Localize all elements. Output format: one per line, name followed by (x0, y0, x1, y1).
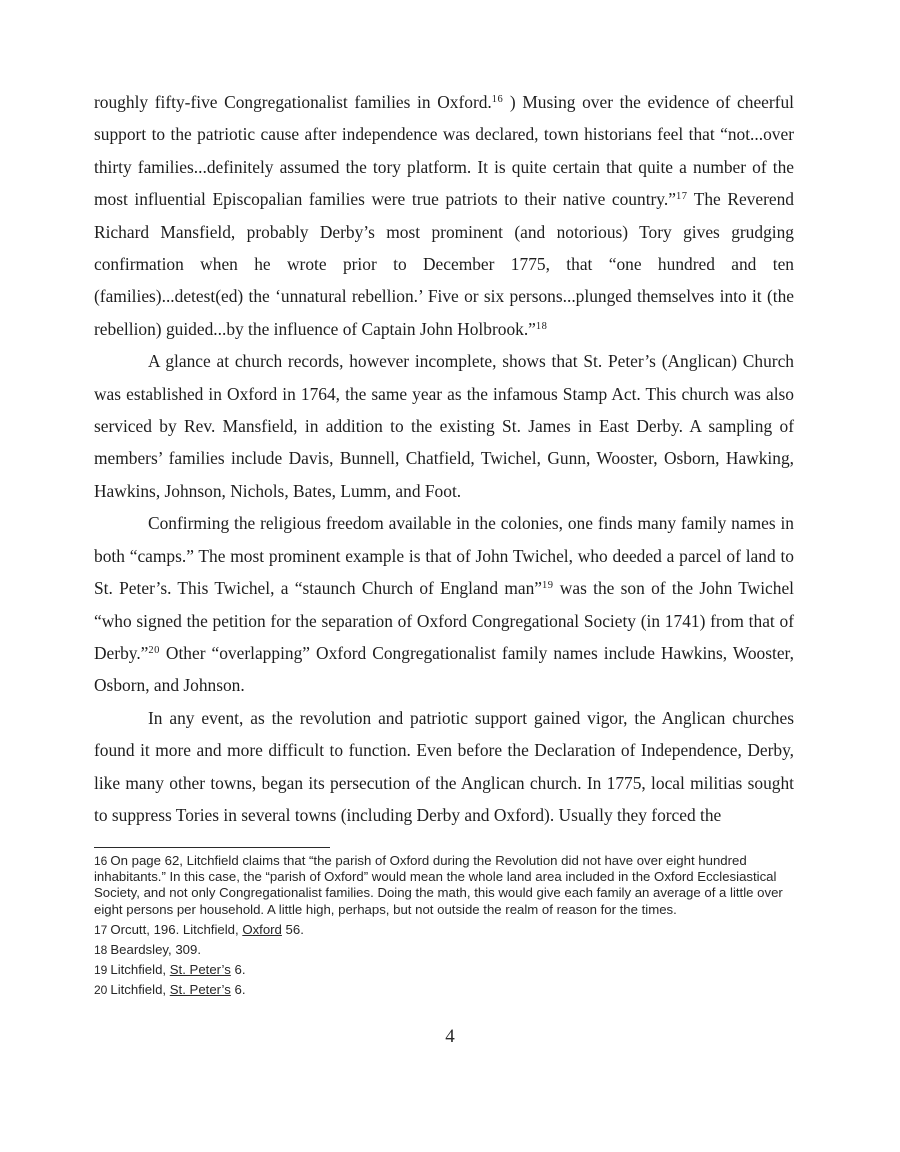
footnotes (94, 853, 796, 1003)
text-run: 56. (281, 921, 304, 937)
footnote (94, 962, 796, 978)
footnote-ref: 19 (542, 580, 554, 592)
underlined-title: St. Peter’s (169, 982, 231, 998)
body-text (94, 86, 794, 831)
text-run: Other “overlapping” Oxford Congregationalist family names include Hawkins, Wooster, Osborn, and Johnson. (94, 642, 794, 696)
footnote (94, 853, 796, 918)
footnote-ref: 20 (148, 644, 160, 656)
footnote-number: 18 (94, 943, 108, 958)
underlined-title: Oxford (242, 921, 282, 937)
footnote-separator (94, 847, 330, 848)
footnote-ref: 16 (491, 94, 504, 105)
footnote-ref: 18 (535, 320, 548, 332)
footnote (94, 982, 796, 998)
text-run: In any event, as the revolution and patriotic support gained vigor, the Anglican churches found it more and more difficult to function. Even before the Declaration of Independence, Derby, like many other towns, began its persecution of the Anglican church. In 1775, local militias sought to suppress Tories in several towns (including Derby and Oxford). Usually they forced the (94, 707, 794, 825)
text-run: 6. (230, 982, 246, 998)
paragraph (94, 345, 794, 507)
underlined-title: St. Peter’s (169, 962, 231, 978)
footnote (94, 942, 796, 958)
page-number: 4 (445, 1026, 455, 1047)
text-run: The Reverend Richard Mansfield, probably Derby’s most prominent (and notorious) Tory gives grudging confirmation when he wrote prior to December 1775, that “one hundred and ten (families)...detest(ed) the ‘unnatural rebellion.’ Five or six persons...plunged themselves into it (the rebellion) guided...by the influence of Captain John Holbrook.” (94, 189, 794, 339)
text-run: Orcutt, 196. Litchfield, (110, 921, 243, 937)
text-run: Confirming the religious freedom available in the colonies, one finds many family names in both “camps.” The most prominent example is that of John Twichel, who deeded a parcel of land to St. Peter’s. This Twichel, a “staunch Church of England man” (94, 513, 794, 599)
footnote-number: 16 (94, 854, 108, 868)
footnote-number: 17 (94, 922, 108, 937)
text-run: A glance at church records, however incomplete, shows that St. Peter’s (Anglican) Church was established in Oxford in 1764, the same year as the infamous Stamp Act. This church was also serviced by Rev. Mansfield, in addition to the existing St. James in East Derby. A sampling of members’ families include Davis, Bunnell, Chatfield, Twichel, Gunn, Wooster, Osborn, Hawking, Hawkins, Johnson, Nichols, Bates, Lumm, and Foot. (94, 351, 794, 501)
footnote-number: 19 (94, 963, 108, 978)
text-run: On page 62, Litchfield claims that “the parish of Oxford during the Revolution did not have over eight hundred inhabitants.” In this case, the “parish of Oxford” would mean the whole land area included in the Oxford Ecclesiastical Society, and not only Congregationalist families. Doing the math, this would give each family an average of a little over eight persons per household. A little high, perhaps, but not outside the realm of reason for the times. (94, 853, 783, 917)
paragraph (94, 507, 794, 701)
text-run: Litchfield, (110, 962, 170, 978)
text-run: Litchfield, (110, 982, 170, 998)
text-run: Beardsley, 309. (110, 942, 202, 958)
paragraph (94, 86, 794, 345)
text-run: was the son of the John Twichel “who signed the petition for the separation of Oxford Congregational Society (in 1741) from that of Derby.” (94, 578, 795, 663)
footnote-number: 20 (94, 983, 108, 998)
footnote-ref: 17 (675, 191, 688, 203)
text-run: 6. (230, 962, 246, 978)
text-run: roughly fifty-five Congregationalist families in Oxford. (94, 92, 492, 112)
footnote (94, 922, 796, 938)
text-run: ) Musing over the evidence of cheerful support to the patriotic cause after independence was declared, town historians feel that “not...over thirty families...definitely assumed the tory platform. It is quite certain that quite a number of the most influential Episcopalian families were true patriots to their native country.” (94, 92, 795, 210)
paragraph (94, 702, 794, 832)
